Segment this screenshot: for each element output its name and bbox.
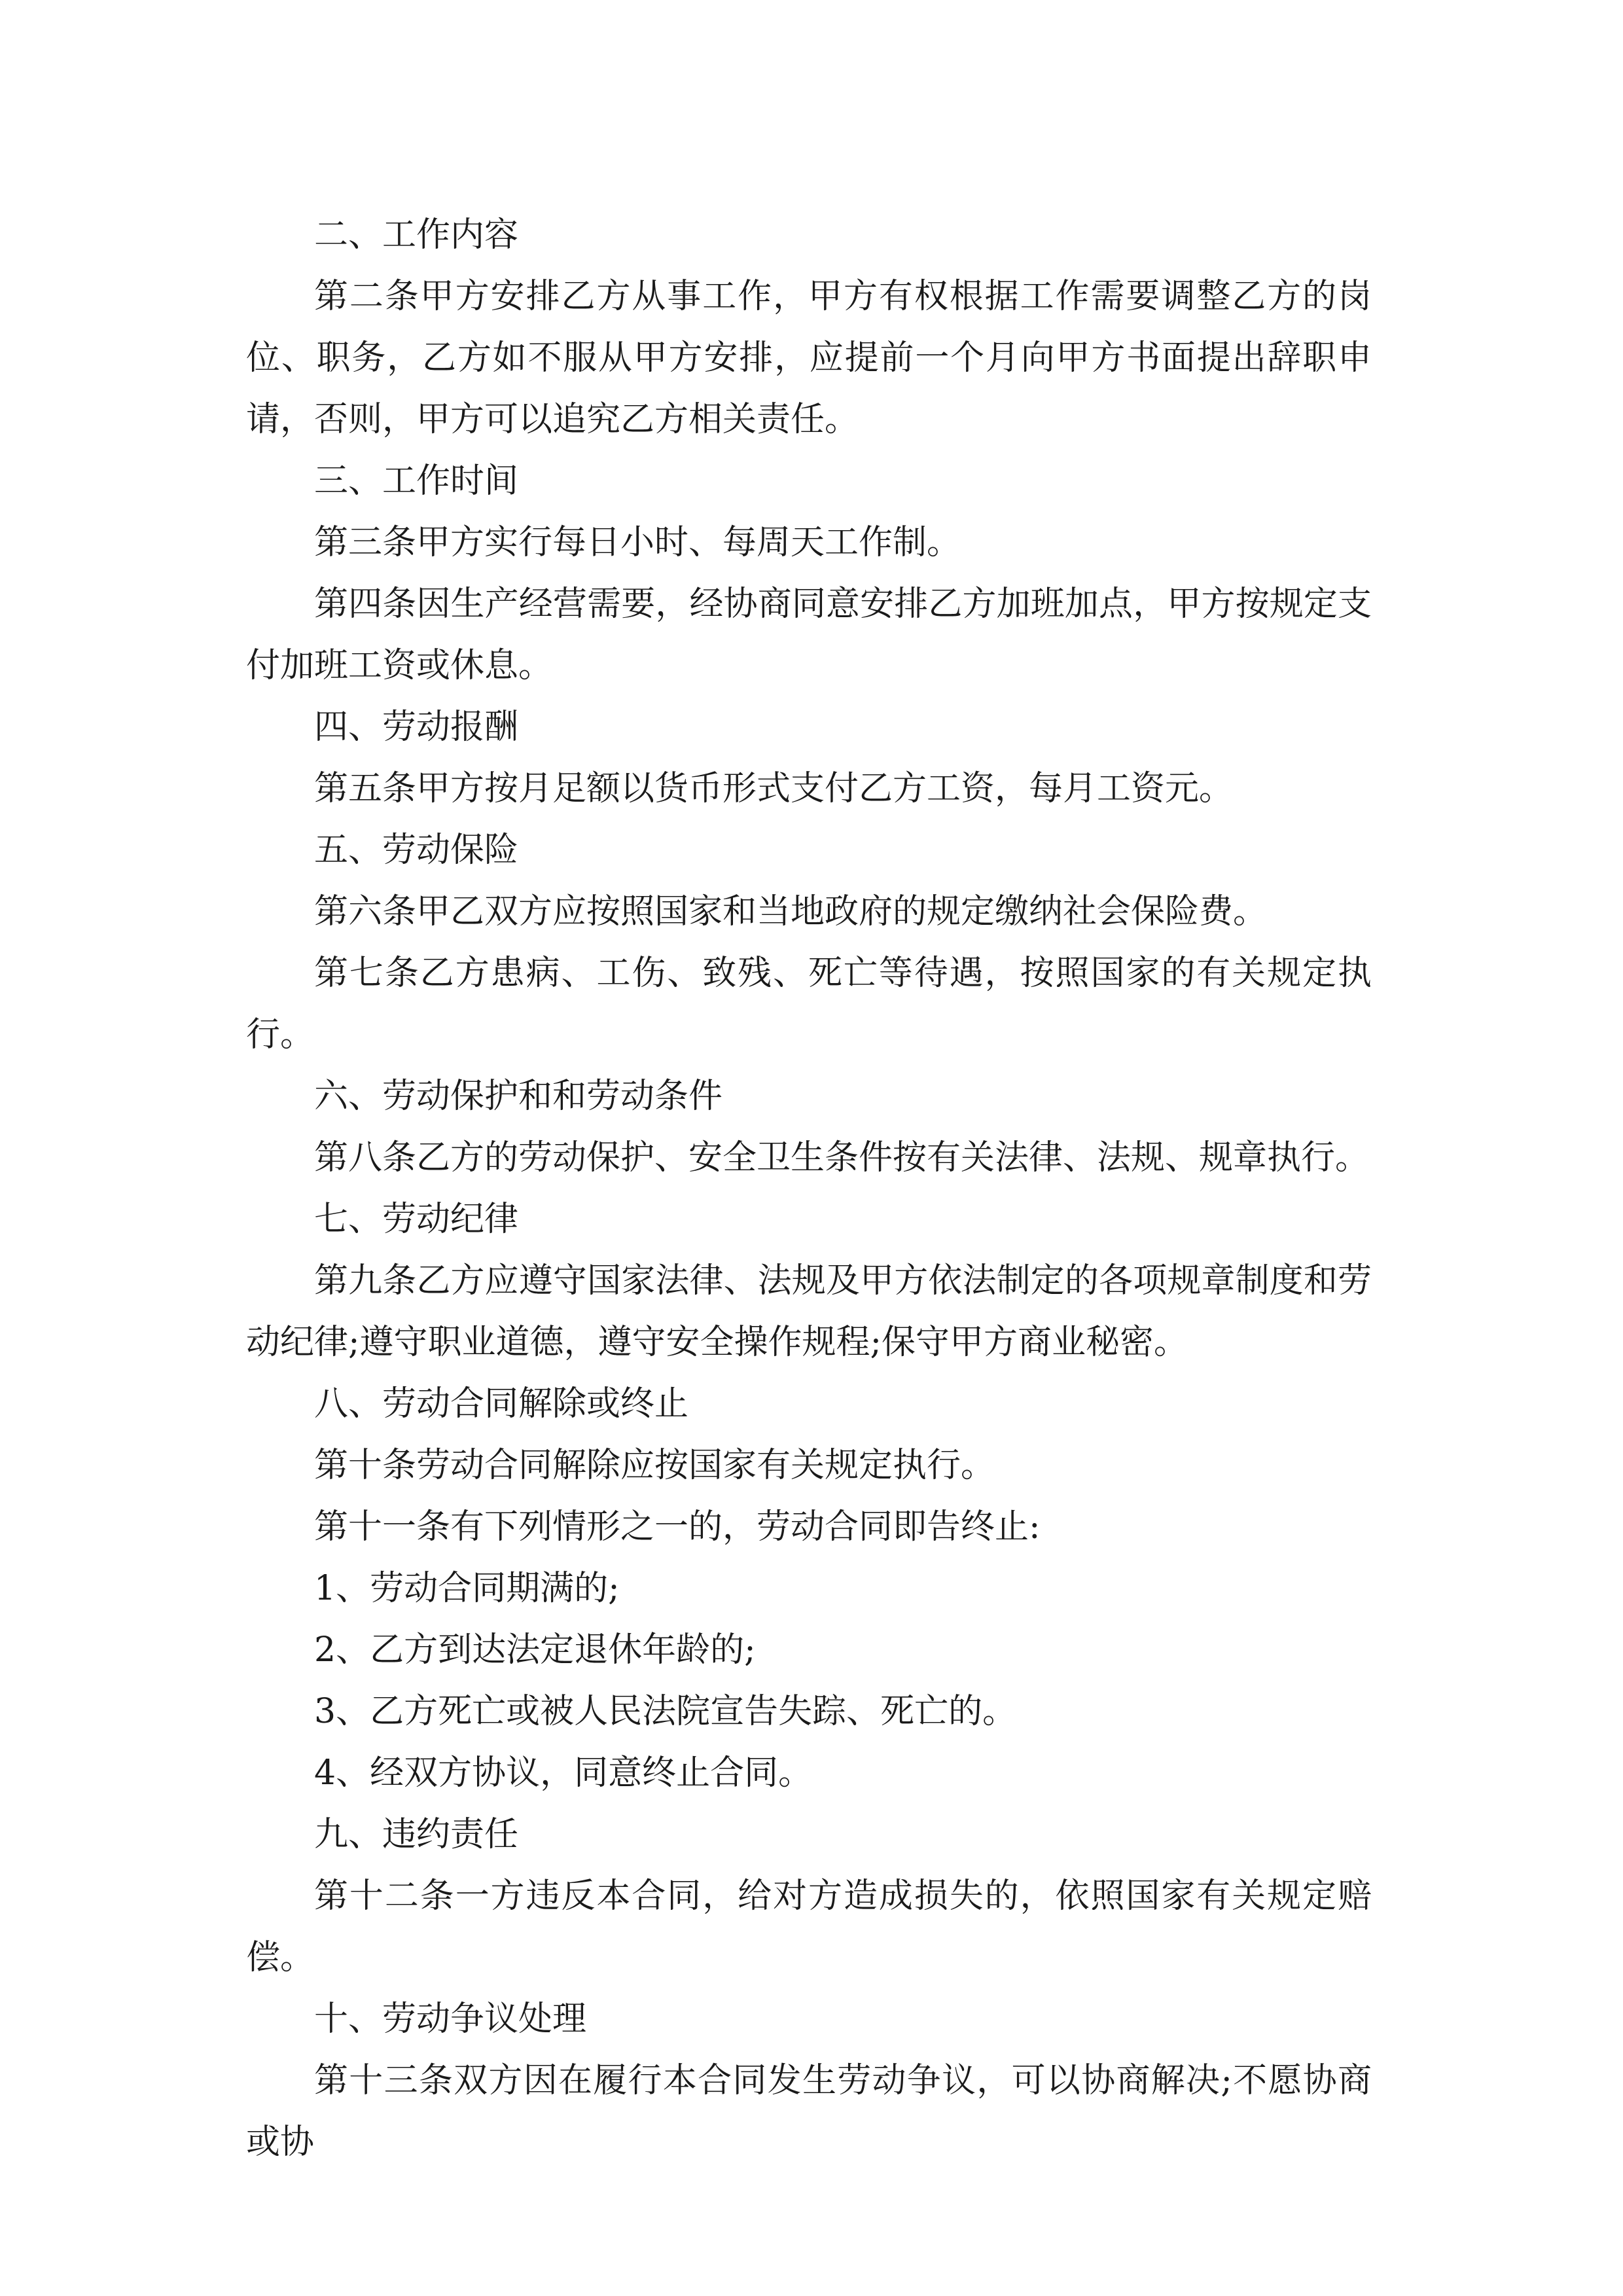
section-heading-discipline: 七、劳动纪律 [314, 1200, 519, 1239]
section-heading-work-content: 二、工作内容 [314, 215, 519, 255]
list-item-1: 1、劳动合同期满的; [314, 1569, 620, 1608]
section-heading-remuneration: 四、劳动报酬 [314, 708, 519, 747]
section-heading-dispute: 十、劳动争议处理 [314, 2000, 587, 2039]
article-10: 第十条劳动合同解除应按国家有关规定执行。 [314, 1446, 995, 1485]
article-2: 第二条甲方安排乙方从事工作，甲方有权根据工作需要调整乙方的岗位、职务，乙方如不服从甲方安排，应提前一个月向甲方书面提出辞职申请，否则，甲方可以追究乙方相关责任。 [246, 277, 1372, 439]
section-heading-liability: 九、违约责任 [314, 1815, 519, 1854]
list-item-2: 2、乙方到达法定退休年龄的; [314, 1630, 756, 1670]
article-5: 第五条甲方按月足额以货币形式支付乙方工资，每月工资元。 [314, 769, 1234, 808]
article-4: 第四条因生产经营需要，经协商同意安排乙方加班加点，甲方按规定支付加班工资或休息。 [246, 584, 1372, 685]
article-7: 第七条乙方患病、工伤、致残、死亡等待遇，按照国家的有关规定执行。 [246, 954, 1372, 1054]
article-12: 第十二条一方违反本合同，给对方造成损失的，依照国家有关规定赔偿。 [246, 1876, 1372, 1977]
section-heading-work-time: 三、工作时间 [314, 461, 519, 501]
article-9: 第九条乙方应遵守国家法律、法规及甲方依法制定的各项规章制度和劳动纪律;遵守职业道德，遵守安全操作规程;保守甲方商业秘密。 [246, 1261, 1372, 1362]
article-11: 第十一条有下列情形之一的，劳动合同即告终止: [314, 1507, 1041, 1547]
section-heading-termination: 八、劳动合同解除或终止 [314, 1384, 689, 1424]
list-item-4: 4、经双方协议，同意终止合同。 [314, 1753, 813, 1793]
article-3: 第三条甲方实行每日小时、每周天工作制。 [314, 523, 961, 562]
article-6: 第六条甲乙双方应按照国家和当地政府的规定缴纳社会保险费。 [314, 892, 1268, 931]
list-item-3: 3、乙方死亡或被人民法院宣告失踪、死亡的。 [314, 1692, 1017, 1731]
document-body [246, 204, 1372, 2173]
section-heading-insurance: 五、劳动保险 [314, 831, 519, 870]
article-8: 第八条乙方的劳动保护、安全卫生条件按有关法律、法规、规章执行。 [314, 1138, 1370, 1177]
section-heading-protection: 六、劳动保护和和劳动条件 [314, 1077, 723, 1116]
article-13: 第十三条双方因在履行本合同发生劳动争议，可以协商解决;不愿协商或协 [246, 2061, 1372, 2162]
